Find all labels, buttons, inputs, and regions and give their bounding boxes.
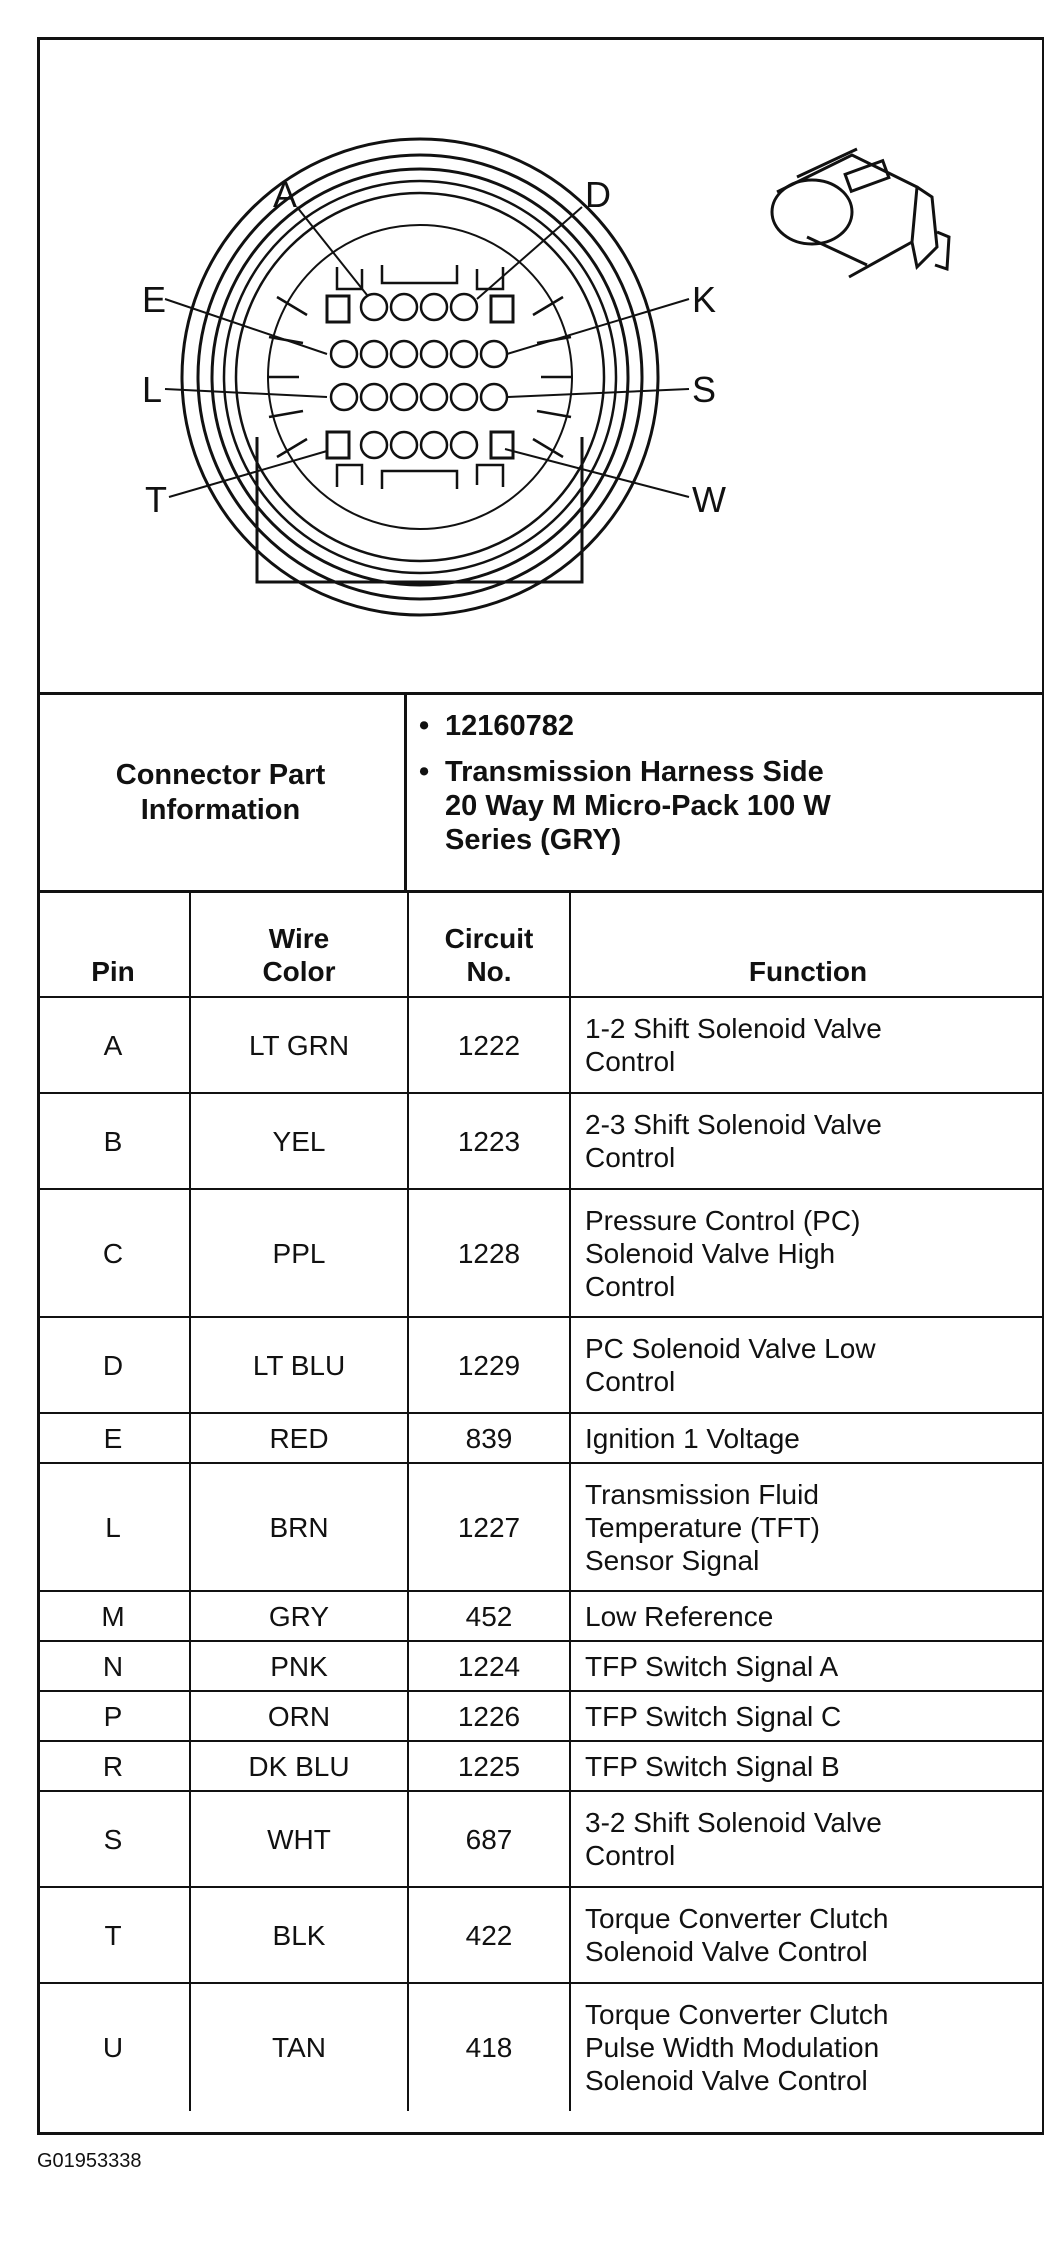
circuit-cell: 1225 — [408, 1741, 570, 1791]
wire-color-cell: DK BLU — [190, 1741, 408, 1791]
function-line: Pulse Width Modulation — [585, 2032, 880, 2063]
connector-sheet — [37, 37, 1044, 2137]
function-line: Torque Converter Clutch — [585, 1903, 889, 1934]
function-line: Temperature (TFT) — [585, 1511, 820, 1543]
table-row — [37, 1887, 1044, 1983]
function-line: Sensor Signal — [585, 1544, 760, 1576]
header-circuit-no: Circuit No. — [408, 893, 570, 997]
connector-diagram-panel — [37, 37, 1044, 695]
pin-cell: T — [37, 1887, 190, 1983]
function-line: PC Solenoid Valve Low — [585, 1333, 876, 1364]
connector-info-label — [37, 695, 407, 890]
connector-key-bottom-right — [491, 432, 513, 458]
pin-label-t: T — [145, 479, 167, 520]
function-cell — [570, 1691, 1044, 1741]
table-row — [37, 1741, 1044, 1791]
circuit-cell: 1222 — [408, 997, 570, 1093]
connector-ring-2 — [198, 155, 642, 599]
header-wire-color: Wire Color — [190, 893, 408, 997]
connector-key-top-right — [491, 296, 513, 322]
wire-color-cell: BLK — [190, 1887, 408, 1983]
connector-key-top-left — [327, 296, 349, 322]
wire-color-cell: YEL — [190, 1093, 408, 1189]
function-line: Control — [585, 1840, 676, 1871]
function-cell — [570, 1463, 1044, 1591]
function-cell — [570, 1741, 1044, 1791]
circuit-cell: 1229 — [408, 1317, 570, 1413]
function-line: Solenoid Valve Control — [585, 2065, 868, 2096]
table-row — [37, 1189, 1044, 1317]
function-line: 2-3 Shift Solenoid Valve — [585, 1109, 882, 1140]
header-pin: Pin — [37, 893, 190, 997]
circuit-cell: 418 — [408, 1983, 570, 2111]
pin-table — [37, 893, 1044, 2111]
table-row — [37, 1791, 1044, 1887]
function-cell — [570, 997, 1044, 1093]
table-row — [37, 1641, 1044, 1691]
function-line: Solenoid Valve Control — [585, 1936, 868, 1967]
pin-cell: U — [37, 1983, 190, 2111]
connector-info-label-line1: Connector Part — [115, 758, 326, 791]
function-line: 1-2 Shift Solenoid Valve — [585, 1013, 882, 1044]
table-row — [37, 1093, 1044, 1189]
harness-connector-illustration — [772, 149, 949, 277]
circuit-cell: 1223 — [408, 1093, 570, 1189]
circuit-cell: 687 — [408, 1791, 570, 1887]
pin-cell: E — [37, 1413, 190, 1463]
pin-cell: N — [37, 1641, 190, 1691]
connector-info-label-line2: Information — [140, 793, 301, 826]
pin-label-k: K — [692, 279, 717, 320]
circuit-cell: 839 — [408, 1413, 570, 1463]
pin-cell: L — [37, 1463, 190, 1591]
table-row — [37, 1983, 1044, 2111]
table-row — [37, 1691, 1044, 1741]
table-row — [37, 997, 1044, 1093]
table-row — [37, 1463, 1044, 1591]
pin-label-d: D — [585, 174, 611, 215]
wire-color-cell: LT BLU — [190, 1317, 408, 1413]
function-cell — [570, 1791, 1044, 1887]
connector-ribs — [267, 297, 573, 457]
connector-cavities — [331, 294, 507, 458]
function-line: Transmission Fluid — [585, 1478, 819, 1510]
function-line: Control — [585, 1270, 676, 1302]
connector-top-latches — [337, 265, 503, 289]
circuit-cell: 1226 — [408, 1691, 570, 1741]
wire-color-cell: GRY — [190, 1591, 408, 1641]
wire-color-cell: TAN — [190, 1983, 408, 2111]
pin-cell: M — [37, 1591, 190, 1641]
function-line: Ignition 1 Voltage — [585, 1422, 800, 1454]
function-cell — [570, 1641, 1044, 1691]
pin-cell: R — [37, 1741, 190, 1791]
function-cell — [570, 1887, 1044, 1983]
table-row — [37, 1317, 1044, 1413]
function-line: 3-2 Shift Solenoid Valve — [585, 1807, 882, 1838]
header-function: Function — [570, 893, 1044, 997]
connector-ring-inner — [268, 225, 572, 529]
wire-color-cell: PPL — [190, 1189, 408, 1317]
figure-code: G01953338 — [37, 2150, 142, 2172]
circuit-cell: 1227 — [408, 1463, 570, 1591]
circuit-cell: 422 — [408, 1887, 570, 1983]
circuit-cell: 1224 — [408, 1641, 570, 1691]
wire-color-cell: LT GRN — [190, 997, 408, 1093]
pin-label-w: W — [692, 479, 726, 520]
wire-color-cell: RED — [190, 1413, 408, 1463]
connector-info-row — [37, 695, 1044, 893]
table-row — [37, 1413, 1044, 1463]
circuit-cell: 452 — [408, 1591, 570, 1641]
function-line: Control — [585, 1046, 676, 1077]
function-line: TFP Switch Signal B — [585, 1750, 840, 1782]
wire-color-cell: ORN — [190, 1691, 408, 1741]
function-line: Control — [585, 1142, 676, 1173]
wire-color-cell: BRN — [190, 1463, 408, 1591]
function-line: TFP Switch Signal C — [585, 1700, 842, 1732]
pin-label-e: E — [142, 279, 167, 320]
pin-label-a: A — [273, 174, 298, 215]
connector-description: • Transmission Harness Side 20 Way M Micro-Pack 100 W Series (GRY) — [417, 755, 1037, 857]
pin-label-s: S — [692, 369, 717, 410]
pin-table-body — [37, 997, 1044, 2111]
function-cell — [570, 1591, 1044, 1641]
function-line: Solenoid Valve High — [585, 1237, 836, 1269]
wire-color-cell: PNK — [190, 1641, 408, 1691]
function-cell — [570, 1189, 1044, 1317]
table-row — [37, 1591, 1044, 1641]
pin-table-header — [37, 893, 1044, 997]
pin-cell: S — [37, 1791, 190, 1887]
connector-key-bottom-left — [327, 432, 349, 458]
circuit-cell: 1228 — [408, 1189, 570, 1317]
connector-part-number: • 12160782 — [417, 709, 1037, 743]
function-line: Low Reference — [585, 1600, 774, 1632]
function-line: Torque Converter Clutch — [585, 1999, 889, 2030]
function-cell — [570, 1317, 1044, 1413]
wire-color-cell: WHT — [190, 1791, 408, 1887]
function-cell — [570, 1413, 1044, 1463]
function-cell — [570, 1093, 1044, 1189]
pin-cell: C — [37, 1189, 190, 1317]
pin-cell: B — [37, 1093, 190, 1189]
pin-cell: A — [37, 997, 190, 1093]
pin-cell: P — [37, 1691, 190, 1741]
function-line: TFP Switch Signal A — [585, 1650, 839, 1682]
pin-label-l: L — [142, 369, 163, 410]
connector-diagram — [37, 37, 1044, 695]
function-cell — [570, 1983, 1044, 2111]
connector-bottom-latches — [337, 465, 503, 489]
function-line: Pressure Control (PC) — [585, 1204, 861, 1236]
function-line: Control — [585, 1366, 676, 1397]
connector-info-list — [417, 709, 1037, 869]
pin-cell: D — [37, 1317, 190, 1413]
pin-leader-lines — [165, 207, 689, 497]
